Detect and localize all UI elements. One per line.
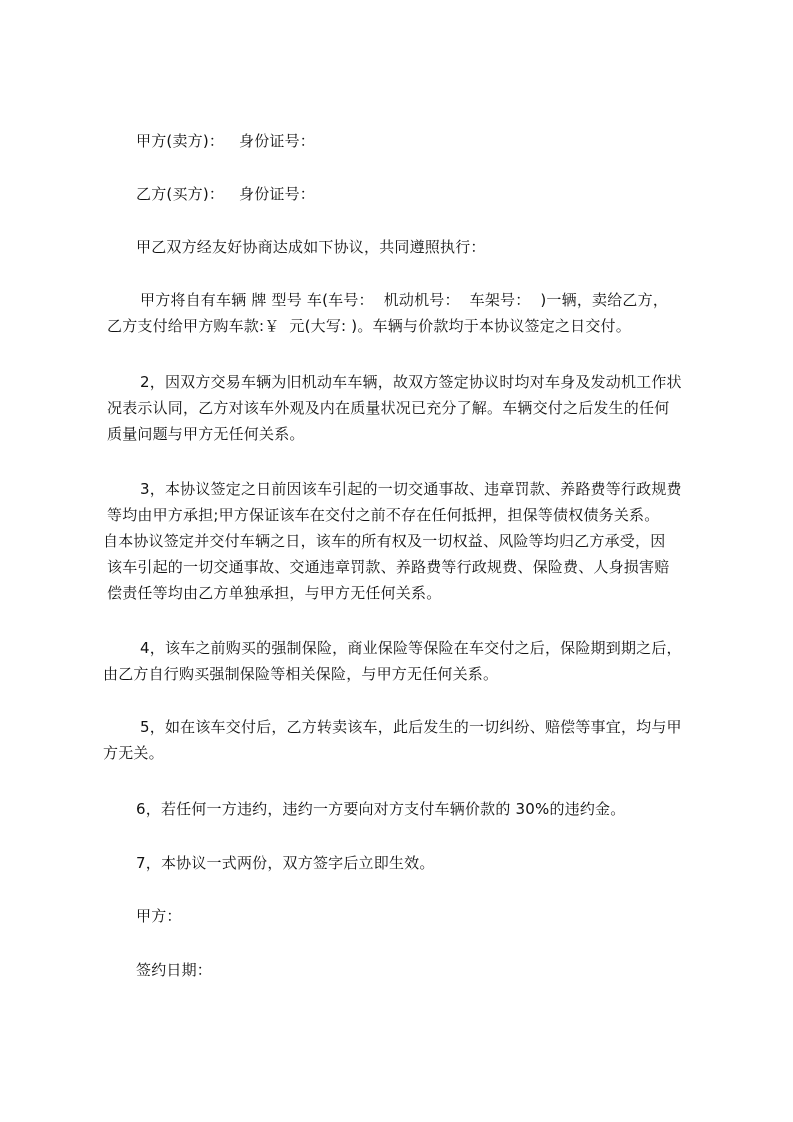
signature-party-a: 甲方： <box>136 907 182 925</box>
intro-paragraph: 甲乙双方经友好协商达成如下协议，共同遵照执行： <box>136 238 486 256</box>
clause-3-line-5: 偿责任等均由乙方单独承担，与甲方无任何关系。 <box>107 584 442 602</box>
clause-3-line-1: 3，本协议签定之日前因该车引起的一切交通事故、违章罚款、养路费等行政规费 <box>140 480 682 498</box>
clause-4-line-1: 4，该车之前购买的强制保险，商业保险等保险在车交付之后，保险期到期之后， <box>140 639 682 657</box>
party-b-line: 乙方(买方)： 身份证号： <box>136 185 316 203</box>
clause-3-line-3: 自本协议签定并交付车辆之日，该车的所有权及一切权益、风险等均归乙方承受，因 <box>103 532 666 550</box>
clause-2-line-1: 2，因双方交易车辆为旧机动车车辆，故双方签定协议时均对车身及发动机工作状 <box>140 373 682 391</box>
clause-3-line-4: 该车引起的一切交通事故、交通违章罚款、养路费等行政规费、保险费、人身损害赔 <box>107 558 670 576</box>
clause-1-line-1: 甲方将自有车辆 牌 型号 车(车号： 机动机号： 车架号： )一辆，卖给乙方， <box>140 291 669 309</box>
clause-3-line-2: 等均由甲方承担;甲方保证该车在交付之前不存在任何抵押，担保等债权债务关系。 <box>107 506 660 524</box>
clause-5-line-2: 方无关。 <box>103 744 164 762</box>
clause-1-line-2: 乙方支付给甲方购车款:￥ 元(大写: )。车辆与价款均于本协议签定之日交付。 <box>107 317 631 335</box>
clause-2-line-2: 况表示认同，乙方对该车外观及内在质量状况已充分了解。车辆交付之后发生的任何 <box>107 399 670 417</box>
clause-6: 6，若任何一方违约，违约一方要向对方支付车辆价款的 30%的违约金。 <box>136 800 626 818</box>
clause-5-line-1: 5，如在该车交付后，乙方转卖该车，此后发生的一切纠纷、赔偿等事宜，均与甲 <box>140 718 682 736</box>
party-a-line: 甲方(卖方)： 身份证号： <box>136 132 316 150</box>
clause-7: 7，本协议一式两份，双方签字后立即生效。 <box>136 854 435 872</box>
clause-4-line-2: 由乙方自行购买强制保险等相关保险，与甲方无任何关系。 <box>103 665 499 683</box>
clause-2-line-3: 质量问题与甲方无任何关系。 <box>107 425 305 443</box>
signing-date: 签约日期： <box>136 961 213 979</box>
